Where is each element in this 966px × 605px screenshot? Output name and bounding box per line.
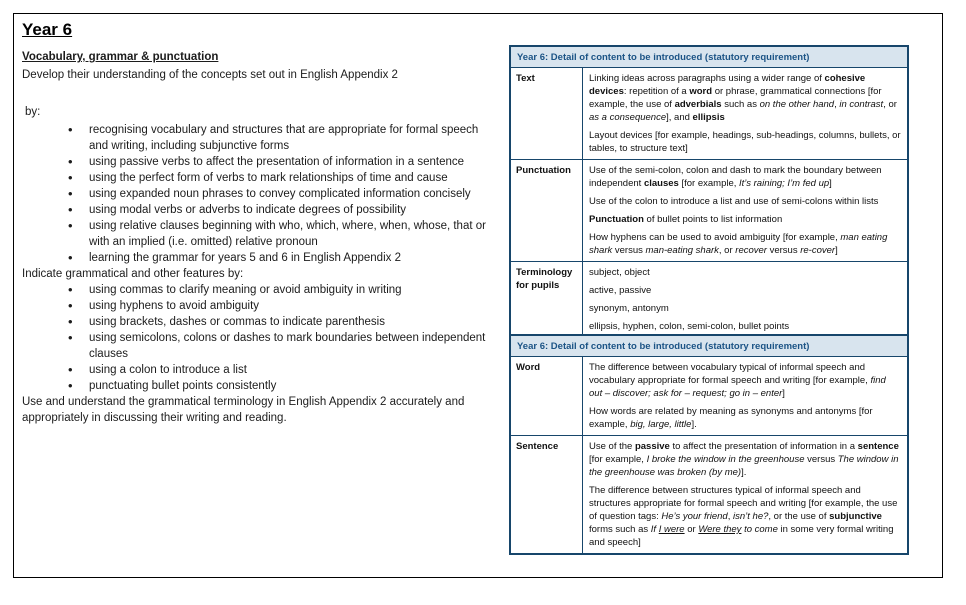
text-run: It’s raining; I’m fed up (739, 178, 830, 189)
text-run: , or (883, 99, 897, 110)
paragraph (589, 213, 901, 226)
text-run: or phrase, grammatical connections [for example, the use of (589, 86, 882, 110)
paragraph (589, 284, 901, 297)
text-run: Were they (698, 524, 742, 535)
table-row (511, 436, 907, 553)
list-item: • using commas to clarify meaning or avoid ambiguity in writing (66, 282, 498, 298)
text-run: : repetition of a (623, 86, 690, 97)
text-run: isn’t he? (733, 511, 769, 522)
paragraph (589, 405, 901, 431)
row-content (583, 357, 907, 435)
list-item: • using modal verbs or adverbs to indicate degrees of possibility (66, 202, 498, 218)
text-run: I were (658, 524, 685, 535)
text-run: adverbials (674, 99, 722, 110)
by-label: by: (25, 106, 41, 118)
paragraph (589, 484, 901, 549)
text-run: ellipsis, hyphen, colon, semi-colon, bullet points (589, 321, 790, 332)
text-run: The window in the greenhouse was broken (by me) (589, 454, 899, 478)
text-run: to come (741, 524, 778, 535)
text-run: How words are related by meaning as synonyms and antonyms [for example, (589, 406, 873, 430)
row-content (583, 160, 907, 261)
text-run: , (834, 99, 840, 110)
paragraph (589, 164, 901, 190)
row-content (583, 436, 907, 553)
paragraph (589, 302, 901, 315)
text-run: The difference between vocabulary typical of informal speech and vocabulary appropriate for formal speech and writing [for example, (589, 362, 871, 386)
text-run: subject, object (589, 267, 650, 278)
text-run: in contrast (839, 99, 884, 110)
text-run: of bullet points to list information (643, 214, 783, 225)
text-run: versus (804, 454, 838, 465)
text-run: How hyphens can be used to avoid ambiguity [for example, (589, 232, 841, 243)
text-run: subjunctive (829, 511, 882, 522)
page-title: Year 6 (22, 20, 73, 39)
text-run: Layout devices [for example, headings, sub-headings, columns, bullets, or tables, to structure text] (589, 130, 901, 154)
paragraph (589, 266, 901, 279)
text-run: as a consequence (589, 112, 667, 123)
text-run: , or the use of (768, 511, 830, 522)
text-run: big, large, little (630, 419, 692, 430)
list-item: • using the perfect form of verbs to mark relationships of time and cause (66, 170, 498, 186)
list-item: • using expanded noun phrases to convey complicated information concisely (66, 186, 498, 202)
table-row (511, 68, 907, 160)
row-label: Word (511, 357, 583, 435)
text-run: re-cover (800, 245, 836, 256)
paragraph (589, 129, 901, 155)
develop-bullet-list (22, 122, 498, 266)
text-run: ]. (691, 419, 697, 430)
text-run: passive (634, 441, 670, 452)
text-run: recover (735, 245, 767, 256)
text-run: If (650, 524, 659, 535)
text-run: ellipsis (692, 112, 725, 123)
closing-paragraph: Use and understand the grammatical terminology in English Appendix 2 accurately and appropriately in discussing their writing and reading. (22, 396, 465, 424)
text-run: synonym, antonym (589, 303, 669, 314)
paragraph (589, 440, 901, 479)
list-item: • punctuating bullet points consistently (66, 378, 498, 394)
list-item: • learning the grammar for years 5 and 6 in English Appendix 2 (66, 250, 498, 266)
text-run: find out – discover; ask for – request; go in – enter (589, 375, 886, 399)
row-label: Terminology for pupils (511, 262, 583, 337)
text-run: Use of the colon to introduce a list and use of semi-colons within lists (589, 196, 879, 207)
text-run: versus (612, 245, 646, 256)
text-run: in some very formal writing and speech] (589, 524, 894, 548)
text-run: cohesive devices (589, 73, 866, 97)
text-run: on the other hand (759, 99, 835, 110)
text-run: ] (835, 245, 838, 256)
text-run: to affect the presentation of information in a (669, 441, 858, 452)
indicate-heading: Indicate grammatical and other features by: (22, 268, 244, 280)
text-run: forms such as (589, 524, 651, 535)
page (13, 13, 943, 578)
list-item: • using hyphens to avoid ambiguity (66, 298, 498, 314)
text-run: , or (718, 245, 736, 256)
section-subtitle: Vocabulary, grammar & punctuation (22, 51, 219, 63)
intro-paragraph: Develop their understanding of the concepts set out in English Appendix 2 (22, 69, 398, 81)
text-run: man-eating shark (645, 245, 719, 256)
text-run: [for example, (589, 454, 647, 465)
table-header: Year 6: Detail of content to be introduced (statutory requirement) (511, 47, 907, 68)
paragraph (589, 72, 901, 124)
row-content (583, 68, 907, 159)
text-run: Punctuation (589, 214, 644, 225)
table-header: Year 6: Detail of content to be introduced (statutory requirement) (511, 336, 907, 357)
left-column (22, 19, 498, 426)
text-run: The difference between structures typical of informal speech and structures appropriate for formal speech and writing [for example, the use of question tags: (589, 485, 898, 522)
text-run: [for example, (678, 178, 740, 189)
row-content (583, 262, 907, 337)
list-item: • using relative clauses beginning with who, which, where, when, whose, that or with an implied (i.e. omitted) relative pronoun (66, 218, 498, 250)
text-run: ], and (666, 112, 693, 123)
statutory-table-1 (509, 45, 909, 339)
text-run: such as (721, 99, 760, 110)
row-label: Punctuation (511, 160, 583, 261)
text-run: man eating shark (589, 232, 888, 256)
list-item: • using passive verbs to affect the presentation of information in a sentence (66, 154, 498, 170)
text-run: sentence (857, 441, 899, 452)
table-row (511, 160, 907, 262)
text-run: ] (782, 388, 785, 399)
text-run: or (684, 524, 699, 535)
indicate-bullet-list (22, 282, 498, 394)
paragraph (589, 231, 901, 257)
list-item: • using semicolons, colons or dashes to mark boundaries between independent clauses (66, 330, 498, 362)
text-run: I broke the window in the greenhouse (646, 454, 805, 465)
text-run: word (689, 86, 713, 97)
table-row (511, 357, 907, 436)
list-item: • using brackets, dashes or commas to indicate parenthesis (66, 314, 498, 330)
row-label: Text (511, 68, 583, 159)
list-item: • recognising vocabulary and structures that are appropriate for formal speech and writing, including subjunctive forms (66, 122, 498, 154)
list-item: • using a colon to introduce a list (66, 362, 498, 378)
row-label: Sentence (511, 436, 583, 553)
text-run: Use of the (589, 441, 635, 452)
text-run: ] (829, 178, 832, 189)
text-run: , (727, 511, 733, 522)
text-run: Linking ideas across paragraphs using a wider range of (589, 73, 825, 84)
paragraph (589, 361, 901, 400)
paragraph (589, 195, 901, 208)
table-row (511, 262, 907, 337)
text-run: versus (766, 245, 801, 256)
text-run: Use of the semi-colon, colon and dash to mark the boundary between independent (589, 165, 882, 189)
text-run: ]. (741, 467, 747, 478)
text-run: clauses (643, 178, 679, 189)
statutory-table-2 (509, 334, 909, 555)
text-run: active, passive (589, 285, 652, 296)
paragraph (589, 320, 901, 333)
text-run: He’s your friend (661, 511, 728, 522)
